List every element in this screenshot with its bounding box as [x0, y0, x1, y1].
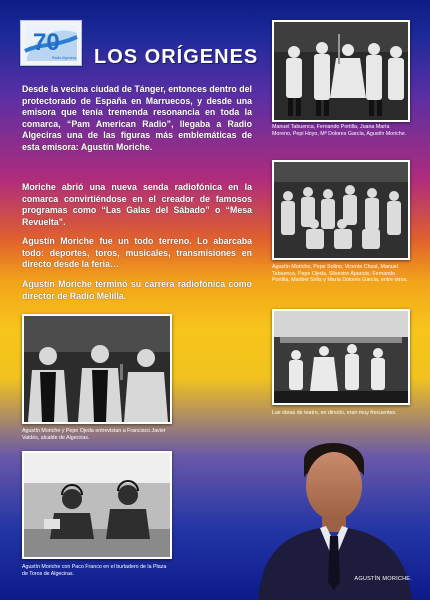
photo-interview-mayor	[22, 314, 172, 424]
anniversary-logo	[20, 20, 82, 66]
photo-theater	[272, 309, 410, 405]
paragraph-2: Moriche abrió una nueva senda radiofónica en la comarca convirtiéndose en el creador de famosos programas como “Las Galas del Sábado” o “Mesa Revuelta”.	[22, 182, 252, 227]
photo-group-cast	[272, 160, 410, 260]
photo5-caption: Agustín Moriche con Paco Franco en el burladero de la Plaza de Toros de Algeciras.	[22, 564, 167, 577]
logo-subtitle: Radio Algeciras	[52, 56, 77, 60]
photo-bullring-booth	[22, 451, 172, 559]
photo-group-singers	[272, 20, 410, 122]
photo1-caption: Manuel Tabuenca, Fernando Portilla, Juana María Moreno, Pepi Hoyo, Mª Dolores García, Agustín Moriche.	[272, 124, 407, 137]
portrait-caption: AGUSTÍN MORICHE.	[354, 576, 412, 582]
portrait-agustin-moriche	[248, 432, 418, 600]
section-title: LOS ORÍGENES	[94, 46, 259, 68]
photo4-caption: Agustín Moriche y Pepe Ojeda entrevistan a Francisco Javier Valdés, alcalde de Algeciras.	[22, 428, 166, 441]
photo3-caption: Las obras de teatro, en directo, eran muy frecuentes.	[272, 410, 397, 416]
paragraph-1: Desde la vecina ciudad de Tánger, entonces dentro del protectorado de España en Marruecos, y desde una emisora que tenía tremenda resonancia en toda la comarca, “Pam American Radio”, llegaba a Radio Algeciras una de las figuras más emblemáticas de esta emisora: Agustín Moriche.	[22, 84, 252, 152]
paragraph-4: Agustín Moriche terminó su carrera radiofónica como director de Radio Melilla.	[22, 279, 252, 301]
paragraph-3: Agustín Moriche fue un todo terreno. Lo abarcaba todo: deportes, toros, musicales, transmisiones en directo desde la feria…	[22, 236, 252, 270]
logo-number: 70	[33, 29, 60, 56]
photo2-caption: Agustín Moriche, Pepe Solino, Vicente Chust, Manuel Tabuenca, Pepe Ojeda, Silvestre Aparicio, Fernando Portilla, Maribel Solís y María Dolores García, entre otros.	[272, 264, 408, 284]
